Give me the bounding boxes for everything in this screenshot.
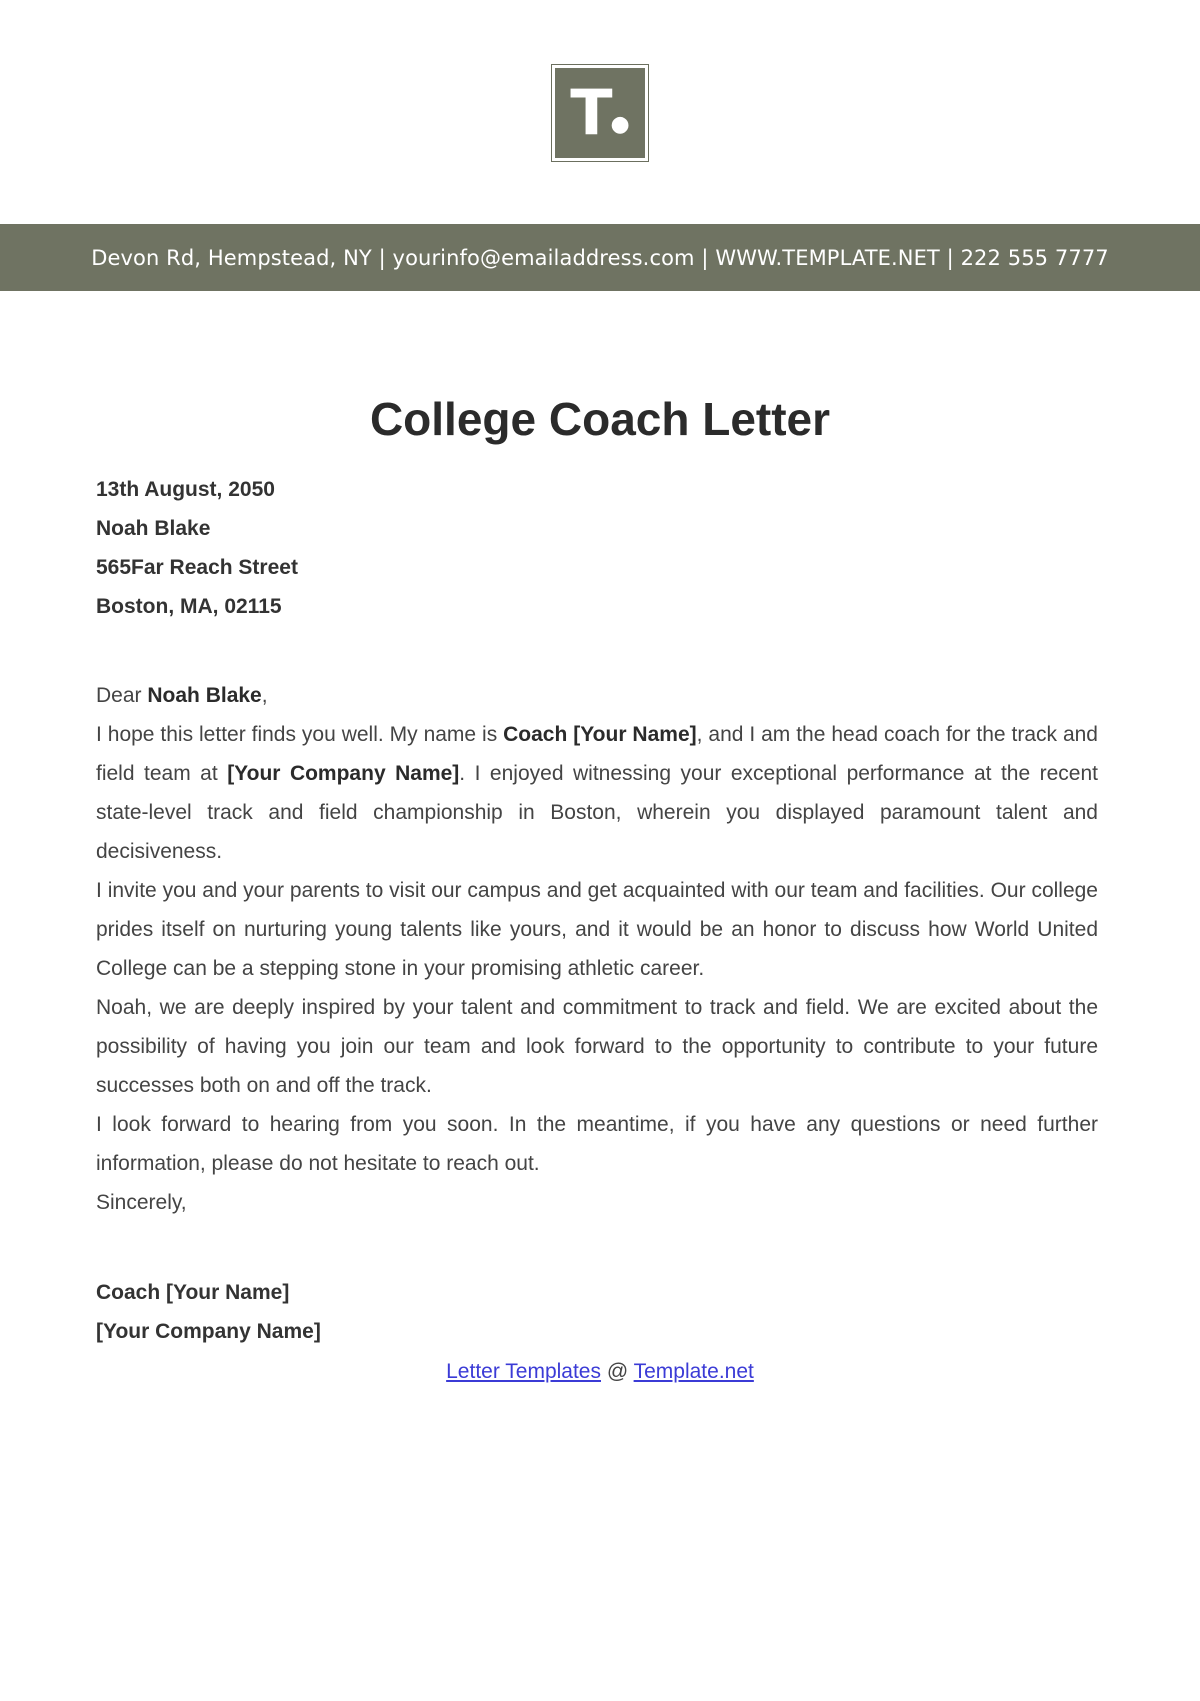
recipient-street: 565Far Reach Street: [96, 556, 298, 579]
greeting: [96, 676, 1098, 715]
paragraph-inspire: Noah, we are deeply inspired by your talent and commitment to track and field. We are excited about the possibility of having you join our team and look forward to the opportunity to contribute to your future successes both on and off the track.: [96, 996, 1098, 1097]
letter-body: [96, 676, 1098, 1222]
letter-date: 13th August, 2050: [96, 478, 275, 501]
logo-dot: ●: [610, 112, 630, 137]
paragraph-invite: I invite you and your parents to visit our campus and get acquainted with our team and facilities. Our college prides itself on nurturing young talents like yours, and it would be an honor to discuss how World United College can be a stepping stone in your promising athletic career.: [96, 879, 1098, 980]
coach-name-placeholder: Coach [Your Name]: [503, 723, 697, 746]
footer-separator: @: [601, 1360, 634, 1383]
logo-letter: T: [570, 76, 613, 149]
paragraph-closing: I look forward to hearing from you soon. In the meantime, if you have any questions or need further information, please do not hesitate to reach out.: [96, 1113, 1098, 1175]
greeting-prefix: Dear: [96, 684, 148, 707]
logo: [551, 64, 649, 162]
greeting-name: Noah Blake: [147, 684, 262, 707]
recipient-name: Noah Blake: [96, 517, 211, 540]
intro-text-1: I hope this letter finds you well. My name is: [96, 723, 504, 746]
company-name-placeholder: [Your Company Name]: [227, 762, 460, 785]
signature-block: [96, 1273, 321, 1351]
intro-text-2: , and I am the head coach for the track and field team at: [96, 723, 1098, 785]
greeting-suffix: ,: [261, 684, 268, 707]
signature-name: Coach [Your Name]: [96, 1281, 290, 1304]
contact-info: Devon Rd, Hempstead, NY | yourinfo@emailaddress.com | WWW.TEMPLATE.NET | 222 555 7777: [91, 245, 1109, 270]
contact-band: [0, 224, 1200, 291]
closing-salutation: Sincerely,: [96, 1191, 187, 1214]
signature-company: [Your Company Name]: [96, 1320, 321, 1343]
recipient-address: [96, 470, 298, 626]
letter-templates-link[interactable]: Letter Templates: [446, 1360, 601, 1383]
logo-mark: [555, 68, 645, 158]
paragraph-intro: [96, 715, 1098, 871]
footer: [0, 1352, 1200, 1391]
template-net-link[interactable]: Template.net: [633, 1360, 754, 1383]
recipient-city: Boston, MA, 02115: [96, 595, 282, 618]
intro-text-3: . I enjoyed witnessing your exceptional performance at the recent state-level track and field championship in Boston, wherein you displayed paramount talent and decisiveness.: [96, 762, 1098, 863]
page-title: College Coach Letter: [369, 393, 831, 445]
